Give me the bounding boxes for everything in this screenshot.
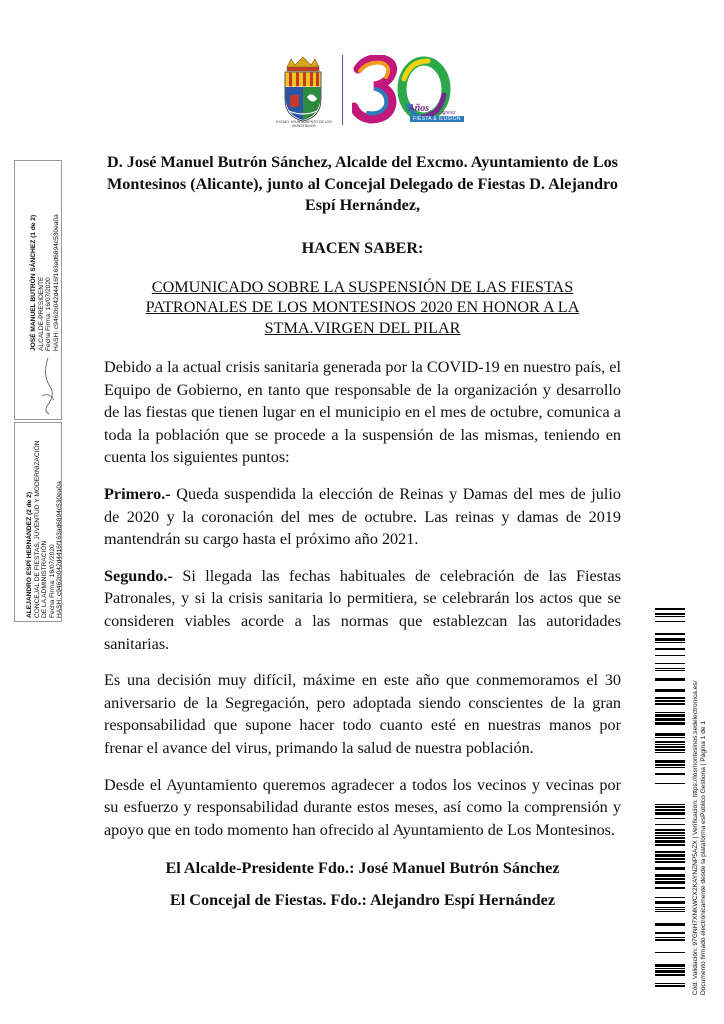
segundo-paragraph	[104, 565, 621, 655]
signer-1-role: ALCALDE-PRESIDENTE	[37, 276, 45, 351]
signer-1-date: Fecha Firma: 16/07/2020	[45, 277, 53, 351]
hacen-saber: HACEN SABER:	[301, 238, 424, 257]
signature-alcalde: El Alcalde-Presidente Fdo.: José Manuel Butrón Sánchez	[165, 859, 560, 878]
validation-line-1: Cód. Validación: 97GNH7XNKWCX2KAYNZNP5AZX | Verificación: https://losmontesinos.sedelectronica.es/	[692, 680, 699, 995]
signature-box-1	[14, 160, 62, 420]
signature-concejal: El Concejal de Fiestas. Fdo.: Alejandro Espí Hernández	[169, 891, 556, 910]
primero-paragraph	[104, 483, 621, 551]
document-body	[104, 152, 621, 911]
handwritten-signature-1-icon	[39, 356, 57, 416]
agradecer-paragraph: Desde el Ayuntamiento queremos agradecer a todos los vecinos y vecinas por su esfuerzo y responsabilidad durante estos meses, así como la comprensión y apoyo que en todo momento han ofrecido al Ayuntamiento de Los Montesinos.	[104, 775, 621, 839]
validation-text	[692, 681, 708, 995]
signer-1-name: JOSÉ MANUEL BUTRÓN SÁNCHEZ (1 de 2)	[30, 214, 37, 351]
signer-2-role-2: DE LA ADMINISTRACIÓN	[41, 540, 49, 618]
primero-label: Primero.-	[104, 484, 171, 503]
intro-paragraph: Debido a la actual crisis sanitaria generada por la COVID-19 en nuestro país, el Equipo de Gobierno, en tanto que responsable de la organización y desarrollo de las fiestas que tienen lugar en el municipio en el mes de octubre, comunica a toda la población que se procede a la suspensión de las mismas, teniendo en cuenta los siguientes puntos:	[104, 358, 621, 467]
signature-1-text	[30, 214, 60, 351]
signer-2-date: Fecha Firma: 16/07/2020	[48, 544, 56, 618]
logo-divider	[342, 55, 343, 125]
signer-2-role: CONCEJAL DE FIESTAS, JUVENTUD Y MODERNIZACIÓN	[33, 440, 41, 618]
municipal-crest-logo	[281, 55, 325, 129]
segundo-text: Si llegada las fechas habituales de celebración de las Fiestas Patronales, y si la crisis sanitaria lo permitiera, se celebrarán los actos que se consideren viables acorde a las normas que establezcan las autoridades sanitarias.	[104, 566, 621, 653]
signature-box-2	[14, 422, 62, 622]
anniversary-caption: FIESTA & ILUSIÓN	[410, 116, 464, 122]
signer-1-hash: HASH: c9462b042d4416f163ad6894c530ea0a	[52, 214, 60, 351]
segundo-label: Segundo.-	[104, 566, 173, 585]
anniversary-progreso-text: de Progreso	[428, 110, 456, 116]
decision-paragraph: Es una decisión muy difícil, máxime en este año que conmemoramos el 30 aniversario de la Segregación, pero adoptada siendo conscientes de la gran responsabilidad que supone hacer todo cuanto esté en nuestras manos por frenar el avance del virus, primando la salud de nuestra población.	[104, 671, 621, 757]
comunicado-title: COMUNICADO SOBRE LA SUSPENSIÓN DE LAS FIESTAS PATRONALES DE LOS MONTESINOS 2020 EN HONOR A LA STMA.VIRGEN DEL PILAR	[145, 277, 580, 337]
primero-text: Queda suspendida la elección de Reinas y Damas del mes de julio de 2020 y la coronación del mes de octubre. Las reinas y damas de 2019 mantendrán su cargo hasta el próximo año 2021.	[104, 484, 621, 549]
validation-line-2: Documento firmado electrónicamente desde la plataforma esPublico Gestiona | Página 1 de 1	[699, 720, 707, 995]
document-heading: D. José Manuel Butrón Sánchez, Alcalde del Excmo. Ayuntamiento de Los Montesinos (Alicante), junto al Concejal Delegado de Fiestas D. Alejandro Espí Hernández,	[107, 153, 618, 214]
signer-2-hash: HASH: c9462b042d4416f163ad6894c530ea0a	[56, 481, 64, 618]
signature-strip	[14, 160, 62, 620]
crest-caption: EXCMO. AYUNTAMIENTO DE LOS MONTESINOS	[276, 120, 332, 128]
anniversary-anos-text: Años	[408, 103, 430, 114]
signature-2-text	[26, 441, 64, 618]
signer-2-name: ALEJANDRO ESPÍ HERNÁNDEZ (2 de 2)	[26, 491, 33, 618]
